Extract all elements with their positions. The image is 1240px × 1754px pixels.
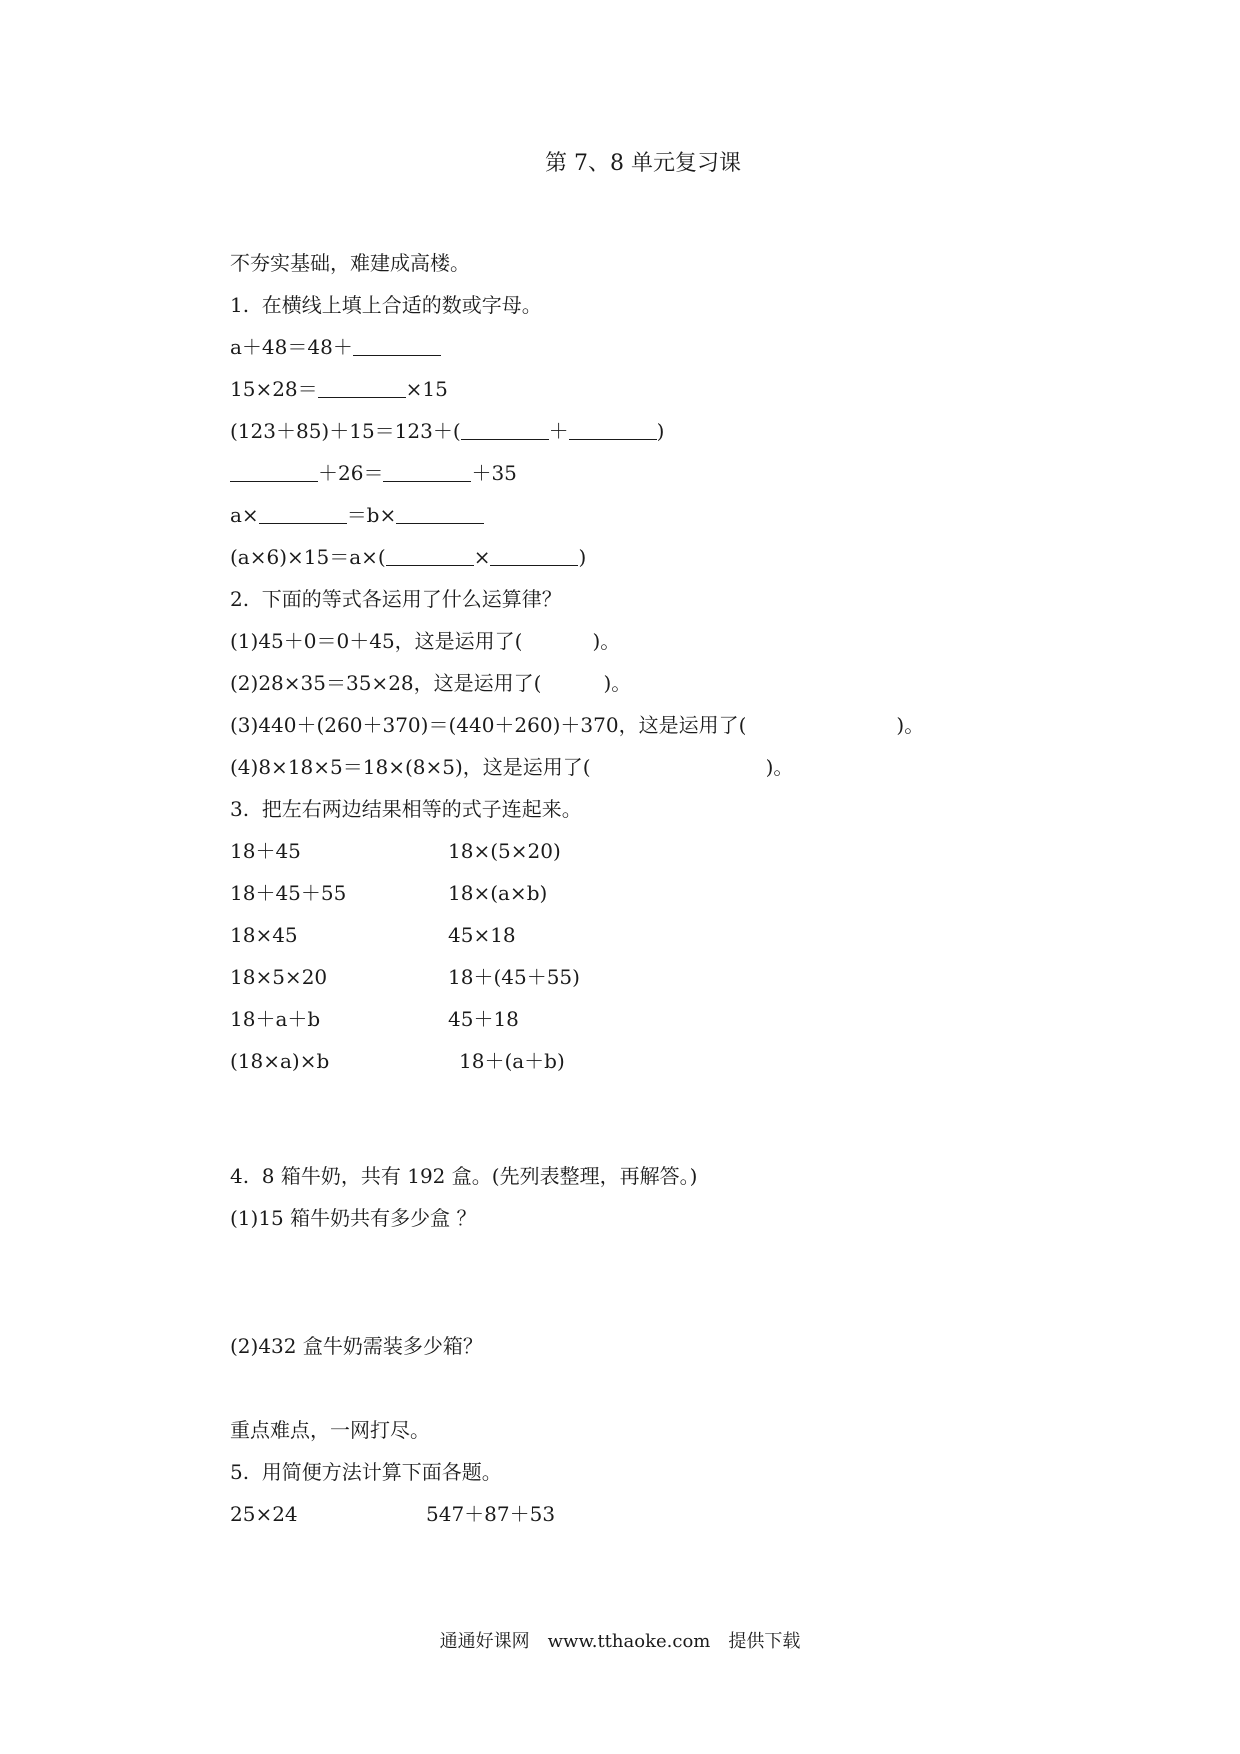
q4-prompt: 4. 8 箱牛奶，共有 192 盒。(先列表整理，再解答。) xyxy=(230,1164,698,1188)
fill-blank[interactable] xyxy=(383,463,471,482)
q1-l3-text-c: ) xyxy=(656,419,665,443)
q2-prompt: 2. 下面的等式各运用了什么运算律？ xyxy=(230,587,562,611)
q1-l2-text-b: ×15 xyxy=(405,377,448,401)
q1-l4-text-c: ＋35 xyxy=(471,461,517,485)
q2-item-3 xyxy=(230,712,924,738)
fill-blank[interactable] xyxy=(259,505,347,524)
fill-blank[interactable] xyxy=(569,421,657,440)
fill-blank[interactable] xyxy=(396,505,484,524)
q4-sub-1: (1)15 箱牛奶共有多少盒 ？ xyxy=(230,1206,477,1230)
q1-l6-text-b: × xyxy=(473,545,491,569)
q5-prompt: 5. 用简便方法计算下面各题。 xyxy=(230,1460,502,1484)
q2-item-2-close: )。 xyxy=(603,671,632,695)
footer-credit: 通通好课网 www.tthaoke.com 提供下载 xyxy=(439,1631,801,1652)
q2-item-3-text: (3)440＋(260＋370)＝(440＋260)＋370，这是运用了( xyxy=(230,713,747,737)
q3-right-expr[interactable]: 18＋(45＋55) xyxy=(448,965,580,989)
section2-heading: 重点难点，一网打尽。 xyxy=(230,1418,430,1442)
q3-right-expr[interactable]: 18×(5×20) xyxy=(448,839,561,863)
fill-blank[interactable] xyxy=(490,547,578,566)
q5-item: 25×24 xyxy=(230,1502,298,1526)
answer-area[interactable] xyxy=(230,1240,1030,1330)
fill-blank[interactable] xyxy=(386,547,474,566)
page-title: 第 7、8 单元复习课 xyxy=(545,151,741,176)
q2-item-2 xyxy=(230,670,631,696)
q2-item-4-text: (4)8×18×5＝18×(8×5)，这是运用了( xyxy=(230,755,591,779)
q5-item: 547＋87＋53 xyxy=(426,1502,556,1526)
fill-blank[interactable] xyxy=(461,421,549,440)
q1-line-4 xyxy=(230,460,517,486)
q1-prompt: 1. 在横线上填上合适的数或字母。 xyxy=(230,293,542,317)
q4-sub-2: (2)432 盒牛奶需装多少箱？ xyxy=(230,1334,483,1358)
q1-l3-text-a: (123＋85)＋15＝123＋( xyxy=(230,419,461,443)
section1-heading: 不夯实基础，难建成高楼。 xyxy=(230,251,470,275)
q1-l4-text-b: ＋26＝ xyxy=(318,461,384,485)
q1-l1-text: a＋48＝48＋ xyxy=(230,335,353,359)
q2-item-4-close: )。 xyxy=(765,755,794,779)
q2-item-3-close: )。 xyxy=(896,713,925,737)
q3-prompt: 3. 把左右两边结果相等的式子连起来。 xyxy=(230,797,582,821)
q3-right-expr[interactable]: 18×(a×b) xyxy=(448,881,548,905)
q3-left-expr[interactable]: (18×a)×b xyxy=(230,1049,330,1073)
q3-right-expr[interactable]: 45＋18 xyxy=(448,1007,519,1031)
q1-l5-text-a: a× xyxy=(230,503,259,527)
q3-right-expr[interactable]: 18＋(a＋b) xyxy=(459,1049,565,1073)
q3-left-expr[interactable]: 18＋45 xyxy=(230,839,301,863)
q3-right-expr[interactable]: 45×18 xyxy=(448,923,516,947)
q3-left-expr[interactable]: 18＋45＋55 xyxy=(230,881,347,905)
q2-item-4 xyxy=(230,754,793,780)
fill-blank[interactable] xyxy=(230,463,318,482)
q3-left-expr[interactable]: 18×45 xyxy=(230,923,298,947)
q1-line-6 xyxy=(230,544,586,570)
fill-blank[interactable] xyxy=(353,337,441,356)
q1-line-1 xyxy=(230,334,441,360)
q1-l3-text-b: ＋ xyxy=(548,419,569,443)
q1-l6-text-a: (a×6)×15＝a×( xyxy=(230,545,386,569)
q1-l2-text-a: 15×28＝ xyxy=(230,377,318,401)
q1-l5-text-b: ＝b× xyxy=(346,503,397,527)
q2-item-2-text: (2)28×35＝35×28，这是运用了( xyxy=(230,671,542,695)
q1-line-2 xyxy=(230,376,448,402)
q1-line-5 xyxy=(230,502,484,528)
q2-item-1-text: (1)45＋0＝0＋45，这是运用了( xyxy=(230,629,523,653)
q3-left-expr[interactable]: 18＋a＋b xyxy=(230,1007,321,1031)
q1-l6-text-c: ) xyxy=(578,545,587,569)
q2-item-1 xyxy=(230,628,620,654)
fill-blank[interactable] xyxy=(318,379,406,398)
q1-line-3 xyxy=(230,418,664,444)
q3-left-expr[interactable]: 18×5×20 xyxy=(230,965,328,989)
answer-area[interactable] xyxy=(230,1368,1030,1418)
q2-item-1-close: )。 xyxy=(592,629,621,653)
